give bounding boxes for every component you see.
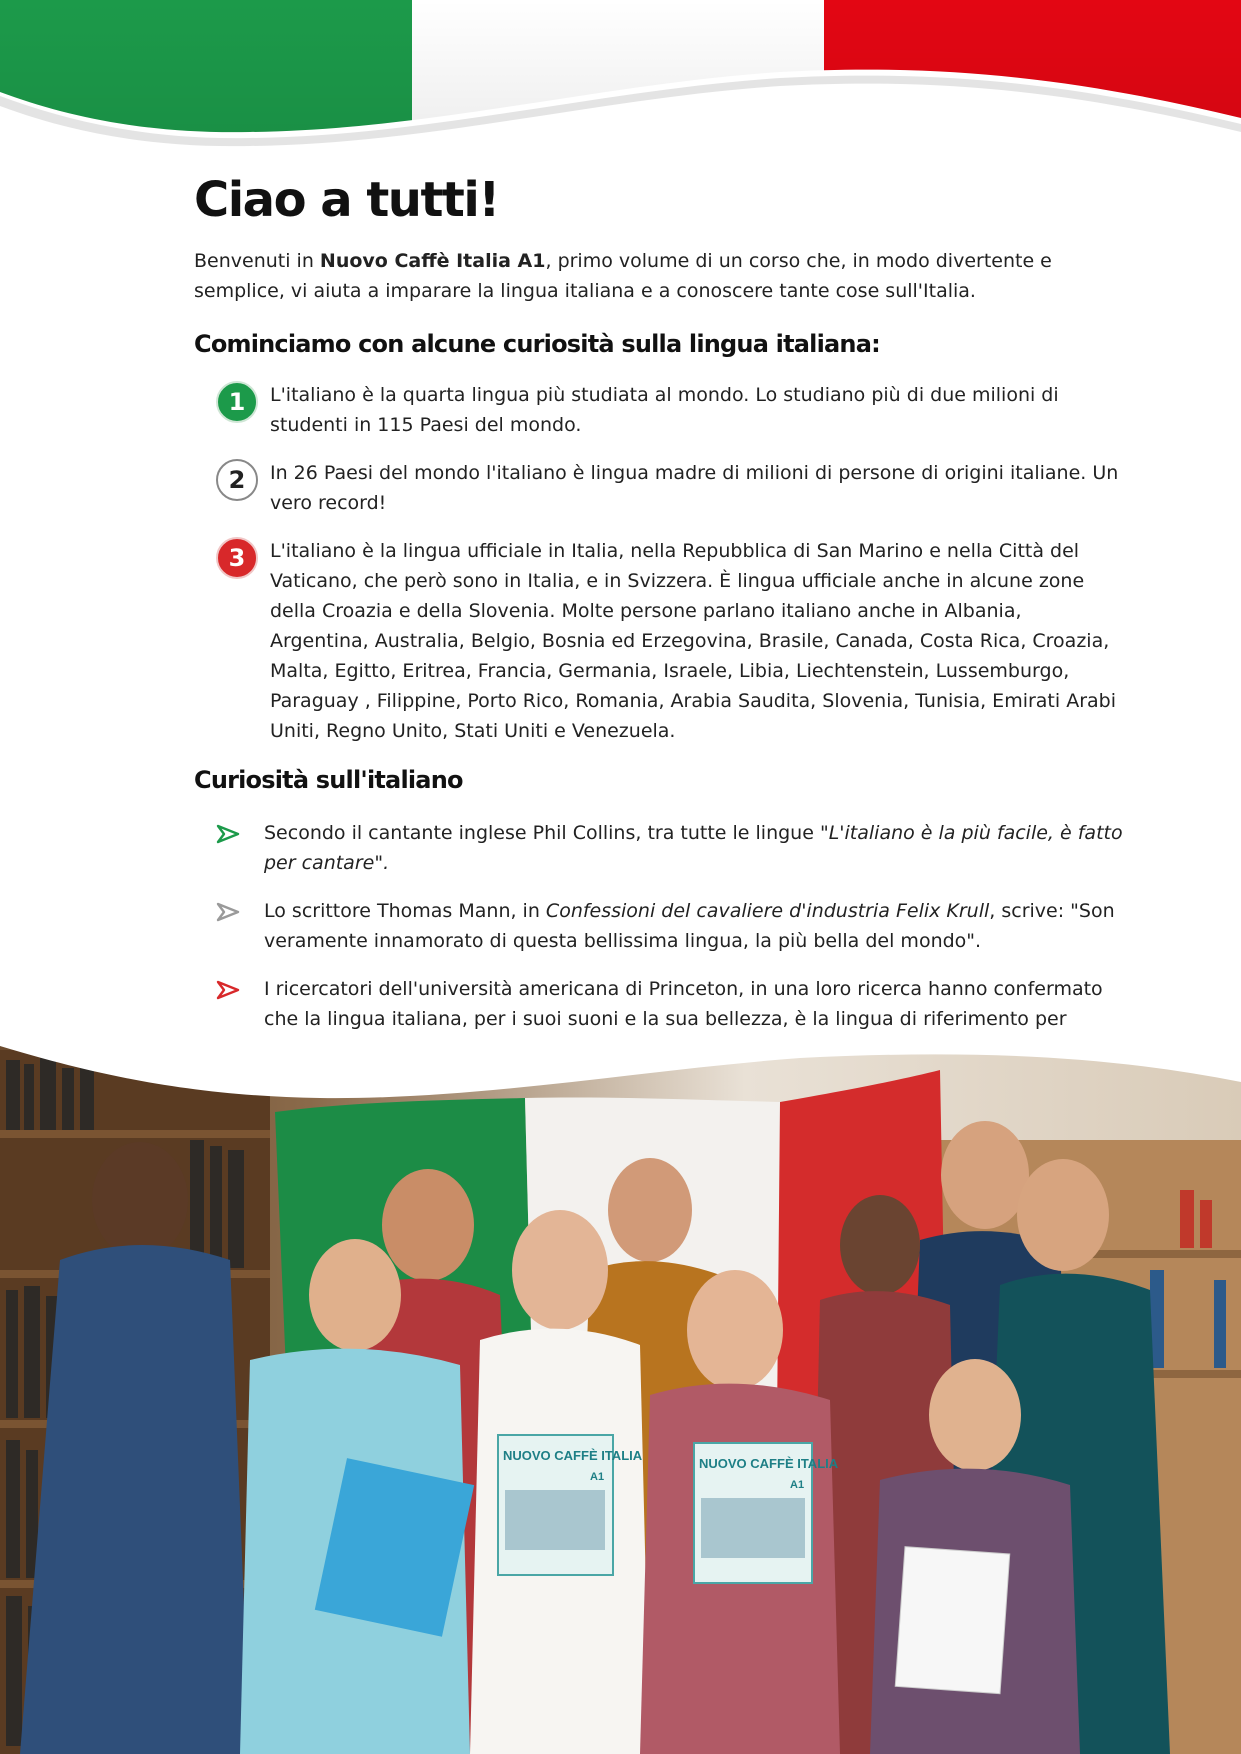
list-item: [194, 380, 1124, 440]
section-heading-curiosities-language: Cominciamo con alcune curiosità sulla lingua italiana:: [194, 330, 880, 358]
list-item: [194, 458, 1124, 518]
quote-text: I ricercatori dell'università americana di Princeton, in una loro ricerca hanno confermato che la lingua italiana, per i suoi suoni e la sua bellezza, è la lingua di riferimento per: [264, 978, 1103, 1030]
list-item-text: L'italiano è la lingua ufficiale in Italia, nella Repubblica di San Marino e nella Città del Vaticano, che però sono in Italia, e in Svizzera. È lingua ufficiale anche in alcune zone della Croazia e della Slovenia. Molte persone parlano italiano anche in Albania, Argentina, Australia, Belgio, Bosnia ed Erzegovina, Brasile, Canada, Costa Rica, Croazia, Malta, Egitto, Eritrea, Francia, Germania, Israele, Libia, Liechtenstein, Lussemburgo, Paraguay , Filippine, Porto Rico, Romania, Arabia Saudita, Slovenia, Tunisia, Emirati Arabi Uniti, Regno Unito, Stati Uniti e Venezuela.: [270, 540, 1116, 742]
italian-flag-banner: [0, 0, 1241, 160]
book-title-2: NUOVO CAFFÈ ITALIA: [699, 1456, 839, 1471]
list-item-text: L'italiano è la quarta lingua più studiata al mondo. Lo studiano più di due milioni di studenti in 115 Paesi del mondo.: [270, 384, 1059, 436]
page-title: Ciao a tutti!: [194, 172, 499, 228]
intro-text-end: , primo volume di un corso che, in modo divertente e semplice, vi aiuta a imparare la lingua italiana e a conoscere tante cose sull'Italia.: [194, 250, 1052, 302]
number-badge-2: 2: [216, 459, 258, 501]
list-item: [194, 536, 1124, 746]
arrow-bullet-grey-icon: [216, 902, 240, 922]
quote-italic: "L'italiano è la più facile, è fatto per cantare".: [264, 822, 1123, 874]
book-level-1: A1: [590, 1471, 605, 1483]
arrow-bullet-green-icon: [216, 824, 240, 844]
list-item: [194, 818, 1124, 878]
intro-text-start: Benvenuti in: [194, 250, 320, 272]
white-folder: [895, 1547, 1010, 1694]
quote-text: Secondo il cantante inglese Phil Collins, tra tutte le lingue: [264, 822, 820, 844]
page-content: [194, 168, 1124, 1082]
book-title-1: NUOVO CAFFÈ ITALIA: [503, 1448, 643, 1463]
quote-text: Lo scrittore Thomas Mann, in: [264, 900, 546, 922]
quote-text: , scrive: "Son veramente innamorato di questa bellissima lingua, la più bella del mondo".: [264, 900, 1115, 952]
book-level-2: A1: [790, 1479, 805, 1491]
intro-paragraph: [194, 246, 1124, 306]
arrow-bullet-red-icon: [216, 980, 240, 1000]
section-heading-curiosities-italian: Curiosità sull'italiano: [194, 766, 463, 794]
book-title-italic: Confessioni del cavaliere d'industria Felix Krull: [545, 900, 990, 922]
list-item: [194, 896, 1124, 956]
list-item-text: In 26 Paesi del mondo l'italiano è lingua madre di milioni di persone di origini italiane. Un vero record!: [270, 462, 1119, 514]
number-badge-3: 3: [216, 537, 258, 579]
students-photo: [0, 1040, 1241, 1754]
number-badge-1: 1: [216, 381, 258, 423]
course-name: Nuovo Caffè Italia A1: [319, 250, 546, 272]
facts-list: [194, 380, 1124, 746]
quotes-list: [194, 818, 1124, 1064]
